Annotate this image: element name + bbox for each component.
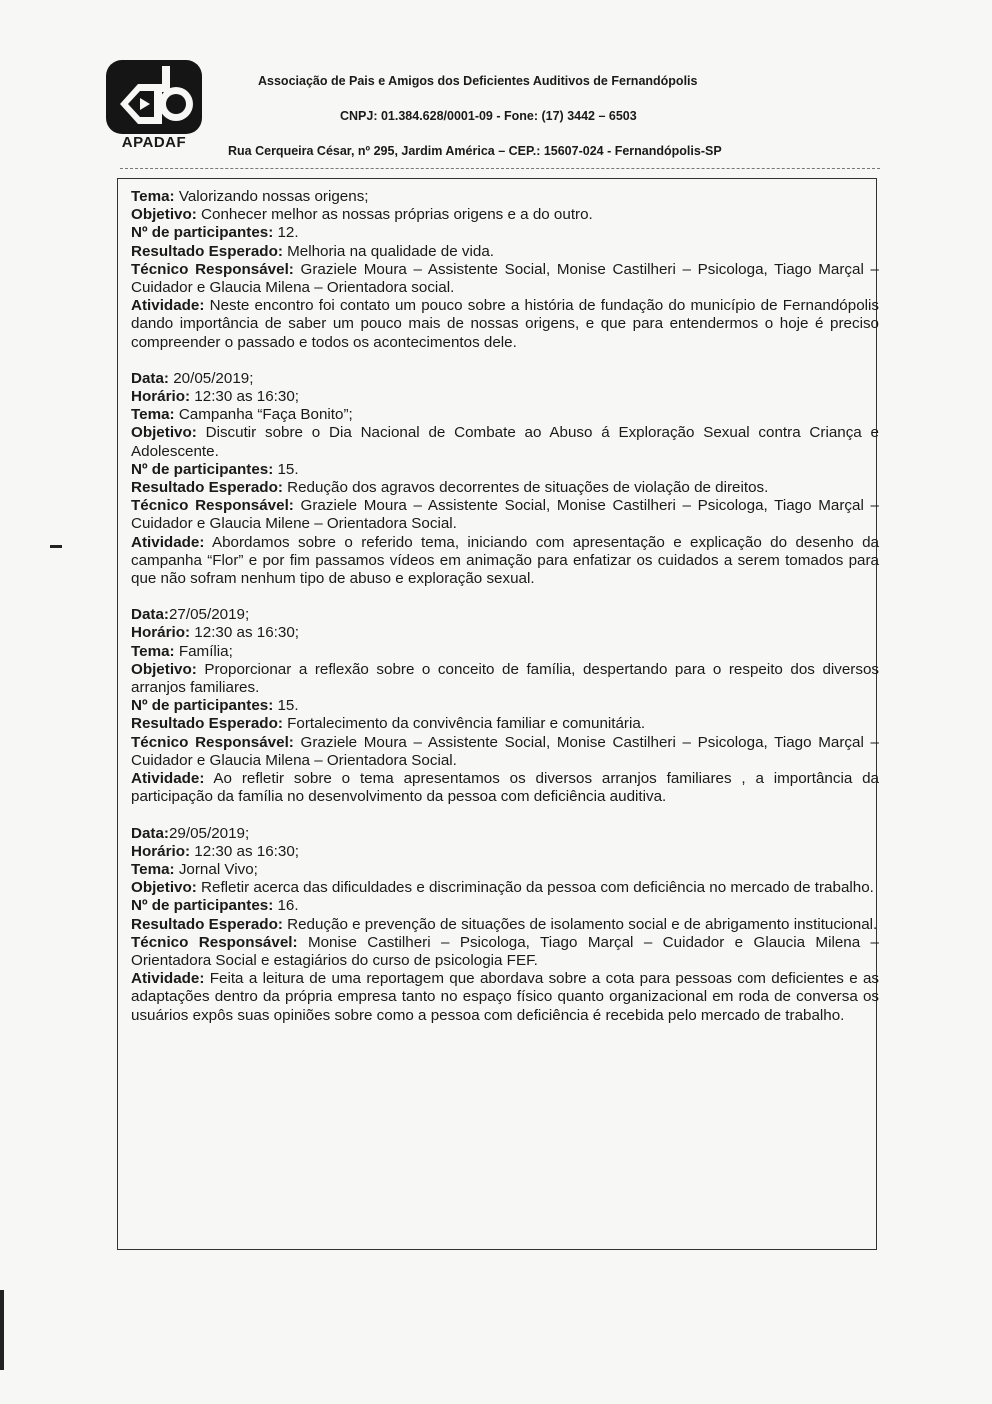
entry-field bbox=[131, 916, 879, 934]
field-value: 12:30 as 16:30; bbox=[190, 388, 300, 406]
field-value: Graziele Moura – Assistente Social, Monise Castilheri – Psicologa, Tiago Marçal – Cuidador e Glaucia Milena – Orientadora Social. bbox=[131, 733, 879, 769]
scan-mark bbox=[50, 545, 62, 548]
field-value: Família; bbox=[174, 642, 233, 660]
field-value: Proporcionar a reflexão sobre o conceito de família, despertando para o respeito dos diversos arranjos familiares. bbox=[131, 660, 879, 697]
field-label: Atividade: bbox=[131, 297, 205, 315]
field-label: Resultado Esperado: bbox=[131, 479, 283, 497]
field-value: Discutir sobre o Dia Nacional de Combate ao Abuso á Exploração Sexual contra Criança e Adolescente. bbox=[131, 424, 879, 460]
field-label: Data: bbox=[131, 369, 169, 387]
field-value: Neste encontro foi contato um pouco sobre a história de fundação do município de Fernandópolis dando importância de saber um pouco mais de nossas origens, e que para entendermos o hoje é preciso compreender o passado e todos os acontecimentos dele. bbox=[131, 297, 879, 351]
field-label: Tema: bbox=[131, 642, 175, 660]
report-entry bbox=[131, 825, 879, 1025]
entry-field bbox=[131, 715, 879, 733]
field-value: 12:30 as 16:30; bbox=[190, 624, 300, 642]
field-label: Técnico Responsável: bbox=[131, 497, 294, 515]
apadaf-logo bbox=[100, 60, 208, 158]
field-value: Graziele Moura – Assistente Social, Monise Castilheri – Psicologa, Tiago Marçal – Cuidador e Glaucia Milena – Orientadora social. bbox=[131, 260, 879, 297]
field-label: Objetivo: bbox=[131, 879, 197, 897]
field-label: Atividade: bbox=[131, 970, 205, 988]
field-value: Ao refletir sobre o tema apresentamos os diversos arranjos familiares , a importância da participação da família no desenvolvimento da pessoa com deficiência auditiva. bbox=[131, 770, 879, 806]
field-value: Redução e prevenção de situações de isolamento social e de abrigamento institucional. bbox=[282, 915, 878, 933]
field-label: Resultado Esperado: bbox=[131, 715, 283, 733]
field-value: Fortalecimento da convivência familiar e comunitária. bbox=[282, 715, 646, 733]
field-label: Nº de participantes: bbox=[131, 697, 274, 715]
field-label: Horário: bbox=[131, 842, 191, 860]
entry-field bbox=[131, 424, 879, 460]
address-line: Rua Cerqueira César, nº 295, Jardim América – CEP.: 15607-024 - Fernandópolis-SP bbox=[228, 144, 722, 158]
field-label: Técnico Responsável: bbox=[131, 733, 294, 751]
entry-field bbox=[131, 934, 879, 970]
field-value: Refletir acerca das dificuldades e discriminação da pessoa com deficiência no mercado de trabalho. bbox=[196, 879, 874, 897]
field-label: Tema: bbox=[131, 860, 175, 878]
entry-field bbox=[131, 388, 879, 406]
field-value: Monise Castilheri – Psicologa, Tiago Marçal – Cuidador e Glaucia Milena – Orientadora Social e estagiários do curso de psicologia FEF. bbox=[131, 933, 879, 969]
field-label: Tema: bbox=[131, 188, 175, 205]
field-value: 12. bbox=[273, 224, 299, 242]
organization-name: Associação de Pais e Amigos dos Deficientes Auditivos de Fernandópolis bbox=[258, 74, 698, 88]
entry-field bbox=[131, 643, 879, 661]
field-label: Data: bbox=[131, 606, 169, 624]
entry-field bbox=[131, 770, 879, 806]
entry-field bbox=[131, 224, 879, 242]
field-label: Técnico Responsável: bbox=[131, 260, 294, 278]
field-value: Valorizando nossas origens; bbox=[174, 188, 369, 205]
entry-field bbox=[131, 497, 879, 533]
entry-field bbox=[131, 843, 879, 861]
entry-field bbox=[131, 825, 879, 843]
field-value: 15. bbox=[273, 460, 299, 478]
report-content bbox=[131, 188, 879, 1043]
entry-field bbox=[131, 661, 879, 697]
field-value: 15. bbox=[273, 697, 299, 715]
field-value: Feita a leitura de uma reportagem que abordava sobre a cota para pessoas com deficientes e as adaptações dentro da própria empresa tanto no espaço físico quanto organizacional em roda de conversa os usuários expôs suas opiniões sobre como a pessoa com deficiência é recebida pelo mercado de trabalho. bbox=[131, 970, 879, 1024]
entry-field bbox=[131, 970, 879, 1025]
entry-field bbox=[131, 897, 879, 915]
field-value: 20/05/2019; bbox=[168, 369, 254, 387]
entry-field bbox=[131, 879, 879, 897]
entry-field bbox=[131, 243, 879, 261]
report-entry bbox=[131, 606, 879, 806]
entry-field bbox=[131, 461, 879, 479]
field-label: Resultado Esperado: bbox=[131, 915, 283, 933]
report-entry bbox=[131, 188, 879, 352]
field-label: Nº de participantes: bbox=[131, 224, 274, 242]
field-value: Campanha “Faça Bonito”; bbox=[174, 406, 353, 424]
field-value: Redução dos agravos decorrentes de situações de violação de direitos. bbox=[282, 479, 769, 497]
entry-field bbox=[131, 697, 879, 715]
field-value: 12:30 as 16:30; bbox=[190, 842, 300, 860]
field-value: Graziele Moura – Assistente Social, Monise Castilheri – Psicologa, Tiago Marçal – Cuidador e Glaucia Milene – Orientadora Social. bbox=[131, 497, 879, 533]
letterhead bbox=[100, 60, 860, 170]
entry-field bbox=[131, 606, 879, 624]
entry-field bbox=[131, 534, 879, 589]
field-label: Horário: bbox=[131, 388, 191, 406]
field-label: Data: bbox=[131, 824, 169, 842]
field-label: Objetivo: bbox=[131, 660, 197, 678]
field-label: Atividade: bbox=[131, 770, 205, 788]
entry-field bbox=[131, 261, 879, 297]
field-label: Nº de participantes: bbox=[131, 897, 274, 915]
field-label: Tema: bbox=[131, 406, 175, 424]
entry-field bbox=[131, 734, 879, 770]
entry-field bbox=[131, 188, 879, 206]
field-label: Horário: bbox=[131, 624, 191, 642]
field-value: Jornal Vivo; bbox=[174, 860, 258, 878]
field-label: Nº de participantes: bbox=[131, 460, 274, 478]
field-value: 16. bbox=[273, 897, 299, 915]
field-value: Melhoria na qualidade de vida. bbox=[282, 242, 494, 260]
apadaf-logo-icon bbox=[106, 60, 202, 134]
field-label: Objetivo: bbox=[131, 206, 197, 224]
entry-field bbox=[131, 861, 879, 879]
entry-field bbox=[131, 406, 879, 424]
entry-field bbox=[131, 297, 879, 352]
cnpj-phone-line: CNPJ: 01.384.628/0001-09 - Fone: (17) 3442 – 6503 bbox=[340, 109, 637, 123]
field-value: Abordamos sobre o referido tema, iniciando com apresentação e explicação do desenho da campanha “Flor” e por fim passamos vídeos em animação para enfatizar os cuidados a serem tomados para que não sofram nenhum tipo de abuso e exploração sexual. bbox=[131, 533, 879, 588]
field-value: Conhecer melhor as nossas próprias origens e a do outro. bbox=[196, 206, 593, 224]
field-value: 27/05/2019; bbox=[168, 606, 250, 624]
field-label: Técnico Responsável: bbox=[131, 933, 298, 951]
field-value: 29/05/2019; bbox=[168, 824, 250, 842]
entry-field bbox=[131, 370, 879, 388]
field-label: Atividade: bbox=[131, 533, 205, 551]
entry-field bbox=[131, 206, 879, 224]
entry-field bbox=[131, 624, 879, 642]
header-divider bbox=[120, 168, 880, 169]
logo-text: APADAF bbox=[121, 134, 187, 151]
entry-field bbox=[131, 479, 879, 497]
scan-edge-mark bbox=[0, 1290, 4, 1370]
field-label: Objetivo: bbox=[131, 424, 197, 442]
report-entry bbox=[131, 370, 879, 588]
field-label: Resultado Esperado: bbox=[131, 242, 283, 260]
